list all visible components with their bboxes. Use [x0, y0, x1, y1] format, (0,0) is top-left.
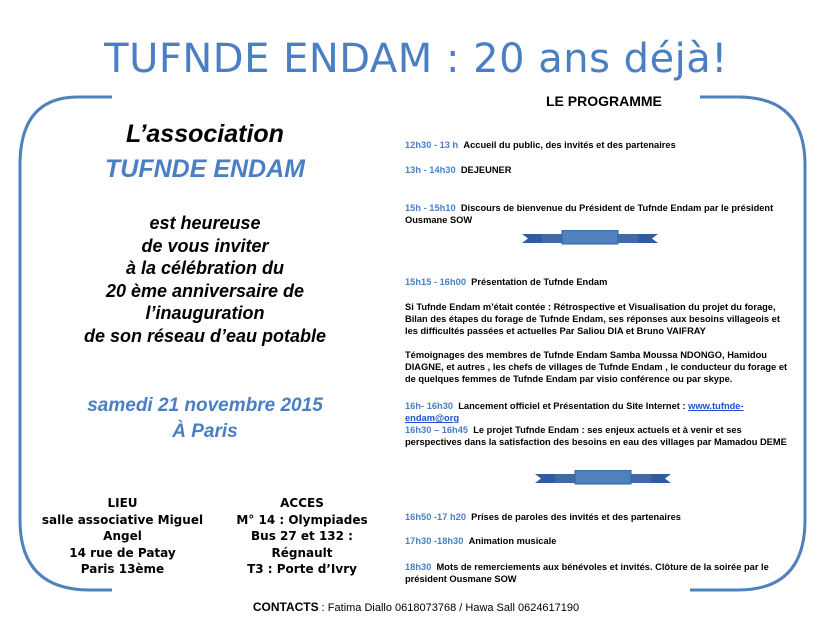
programme-text: Accueil du public, des invités et des partenaires	[463, 140, 676, 150]
programme-item	[405, 139, 795, 151]
programme-item	[405, 202, 795, 226]
website-link[interactable]: www.tufnde-endam@org	[405, 401, 744, 423]
venue-line: Paris 13ème	[80, 562, 165, 576]
venue-line: salle associative Miguel Angel	[41, 512, 204, 543]
programme-text: Présentation de Tufnde Endam	[471, 277, 608, 287]
invitation-line: de son réseau d’eau potable	[83, 325, 327, 346]
contacts-label: CONTACTS	[252, 600, 319, 614]
association-label: L’association	[126, 120, 284, 148]
programme-item	[405, 349, 795, 385]
contacts-text: Fatima Diallo 0618073768 / Hawa Sall 0624617190	[327, 602, 580, 614]
programme-time: 13h - 14h30	[405, 165, 456, 175]
programme-time: 18h30	[405, 562, 432, 572]
programme-time: 16h- 16h30	[405, 401, 454, 411]
event-city: À Paris	[172, 421, 238, 442]
access-line: T3 : Porte d’Ivry	[247, 562, 357, 576]
programme-text: Animation musicale	[468, 536, 557, 546]
access-block	[222, 495, 382, 578]
contacts-line	[0, 600, 832, 614]
programme-time: 16h50 -17 h20	[405, 512, 466, 522]
programme-item	[405, 301, 795, 337]
programme-item	[405, 561, 795, 585]
programme-item	[405, 400, 795, 424]
programme-text: DEJEUNER	[460, 165, 512, 175]
invitation-line: de vous inviter	[141, 235, 269, 256]
programme-text: Mots de remerciements aux bénévoles et invités. Clôture de la soirée par le président Ousmane SOW	[405, 562, 769, 584]
ribbon-divider-icon	[522, 230, 658, 246]
invitation-line: est heureuse	[149, 213, 261, 233]
programme-time: 16h30 – 16h45	[405, 425, 469, 435]
programme-text: Si Tufnde Endam m’était contée : Rétrospective et Visualisation du projet du forage, Bilan des étapes du forage de Tufnde Endam, ses réponses aux besoins villageois et les difficultés passées et actuelles Par Saliou DIA et Bruno VAIFRAY	[405, 302, 780, 336]
programme-item	[405, 276, 795, 288]
invitation-line: à la célébration du	[125, 258, 285, 278]
venue-line: 14 rue de Patay	[69, 545, 176, 560]
programme-item	[405, 535, 795, 547]
ribbon-divider-icon	[535, 470, 671, 486]
venue-block	[30, 495, 215, 578]
programme-time: 17h30 -18h30	[405, 536, 464, 546]
association-name: TUFNDE ENDAM	[105, 155, 305, 183]
programme-item	[405, 424, 795, 448]
programme-text: Prises de paroles des invités et des partenaires	[471, 512, 681, 522]
invitation-line: 20 ème anniversaire de	[105, 280, 305, 301]
page-title: TUFNDE ENDAM : 20 ans déjà!	[104, 36, 728, 82]
access-heading: ACCES	[280, 496, 324, 510]
programme-text: Discours de bienvenue du Président de Tufnde Endam par le président Ousmane SOW	[405, 203, 774, 225]
programme-text: Le projet Tufnde Endam : ses enjeux actuels et à venir et ses perspectives dans la satisfaction des besoins en eau des villages par Mamadou DEME	[405, 425, 787, 447]
programme-item	[405, 164, 795, 176]
contacts-separator: :	[318, 602, 328, 614]
programme-time: 15h - 15h10	[405, 203, 456, 213]
invitation-line: l’inauguration	[145, 303, 265, 323]
event-date: samedi 21 novembre 2015	[87, 395, 323, 416]
access-line: Bus 27 et 132 : Régnault	[251, 529, 353, 560]
programme-text: Lancement officiel et Présentation du Site Internet :	[458, 401, 686, 411]
programme-text: Témoignages des membres de Tufnde Endam Samba Moussa NDONGO, Hamidou DIAGNE, et autres , les chefs de villages de Tufnde Endam , le conducteur du forage et de quelques femmes de Tufnde Endam par visio conférence ou par skype.	[405, 350, 788, 384]
access-line: M° 14 : Olympiades	[236, 512, 368, 527]
programme-time: 12h30 - 13 h	[405, 140, 459, 150]
programme-item	[405, 511, 795, 523]
programme-heading: LE PROGRAMME	[546, 93, 662, 109]
venue-heading: LIEU	[107, 496, 138, 510]
programme-time: 15h15 - 16h00	[405, 277, 466, 287]
invitation-text	[40, 212, 370, 347]
